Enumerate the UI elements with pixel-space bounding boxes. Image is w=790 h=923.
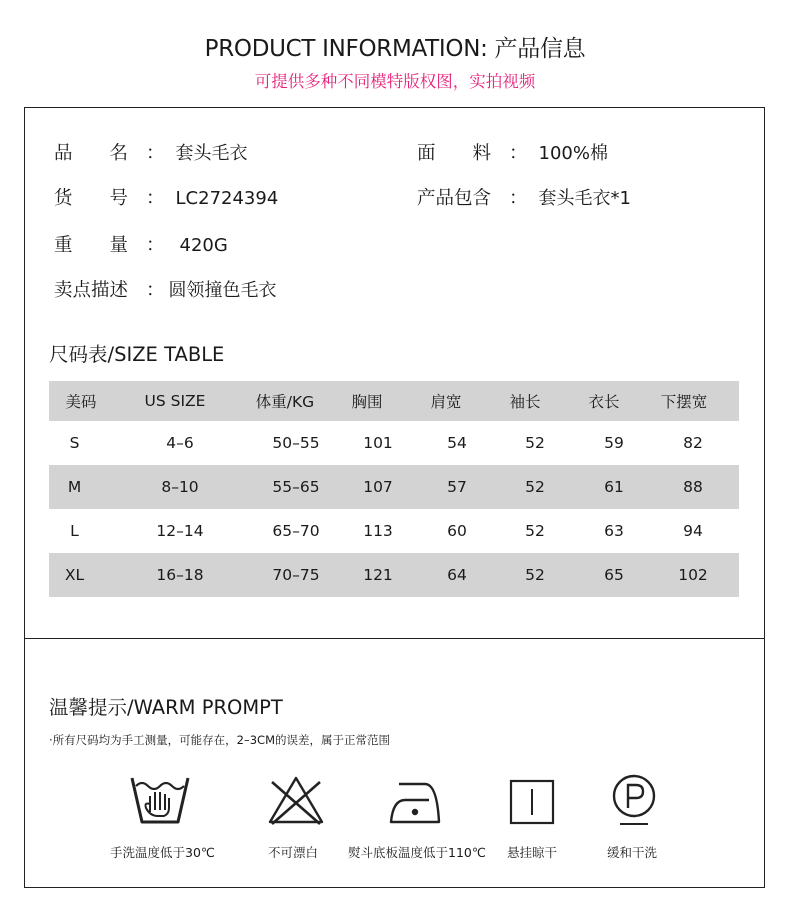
column-header: US SIZE: [144, 392, 206, 410]
measurement-note: ·所有尺码均为手工测量，可能存在，2–3CM的误差，属于正常范围: [49, 733, 390, 747]
info-colon: ：: [509, 143, 528, 164]
table-cell: 50–55: [272, 434, 320, 452]
table-cell: 16–18: [156, 566, 204, 584]
column-header: 袖长: [509, 393, 541, 411]
info-colon: ：: [146, 143, 165, 164]
no-bleach-icon: [266, 774, 326, 828]
info-item-no: [54, 184, 278, 210]
page-title: PRODUCT INFORMATION: 产品信息: [204, 36, 586, 62]
section-divider: [24, 638, 765, 639]
table-cell: 121: [363, 566, 393, 584]
warm-prompt-heading: 温馨提示/WARM PROMPT: [49, 696, 283, 719]
table-cell: 52: [525, 434, 545, 452]
table-cell: L: [70, 522, 79, 540]
column-header: 下摆宽: [660, 393, 708, 411]
info-selling-point: [54, 276, 277, 302]
table-cell: 57: [447, 478, 467, 496]
table-header-row: [49, 381, 739, 421]
size-table-heading: 尺码表/SIZE TABLE: [49, 343, 225, 366]
hand-wash-icon: [128, 774, 192, 828]
table-row: [49, 421, 739, 465]
column-header: 肩宽: [430, 393, 462, 411]
table-cell: 61: [604, 478, 624, 496]
info-weight-value: 420G: [179, 235, 228, 256]
table-cell: 65: [604, 566, 624, 584]
table-cell: 4–6: [166, 434, 194, 452]
table-cell: 65–70: [272, 522, 320, 540]
column-header: 衣长: [588, 393, 620, 411]
column-header: 美码: [65, 393, 97, 411]
table-cell: 88: [683, 478, 703, 496]
table-row: [49, 509, 739, 553]
info-fabric: [417, 139, 608, 165]
table-cell: 107: [363, 478, 393, 496]
info-includes-key: 产品包含: [417, 188, 492, 209]
info-name-key: 品 名: [54, 143, 129, 164]
hang-dry-label: 悬挂晾干: [507, 845, 558, 860]
info-selling-value: 圆领撞色毛衣: [168, 280, 277, 301]
info-includes: [417, 184, 631, 210]
info-weight-key: 重 量: [54, 235, 129, 256]
info-name-value: 套头毛衣: [175, 143, 248, 164]
table-cell: 64: [447, 566, 467, 584]
info-fabric-key: 面 料: [417, 143, 492, 164]
info-item-no-key: 货 号: [54, 188, 129, 209]
info-fabric-value: 100%棉: [538, 143, 608, 164]
table-row: [49, 465, 739, 509]
table-cell: 101: [363, 434, 393, 452]
info-name: [54, 139, 248, 165]
table-cell: 63: [604, 522, 624, 540]
size-table: [49, 381, 739, 597]
column-header: 胸围: [351, 393, 383, 411]
no-bleach-label: 不可漂白: [268, 845, 319, 860]
table-row: [49, 553, 739, 597]
table-cell: 59: [604, 434, 624, 452]
table-cell: 54: [447, 434, 467, 452]
table-cell: 60: [447, 522, 467, 540]
table-cell: 52: [525, 478, 545, 496]
info-colon: ：: [146, 280, 165, 301]
info-selling-key: 卖点描述: [54, 280, 129, 301]
info-colon: ：: [509, 188, 528, 209]
table-cell: 52: [525, 522, 545, 540]
info-includes-value: 套头毛衣*1: [538, 188, 631, 209]
dry-clean-p-icon: [610, 772, 658, 828]
info-colon: ：: [146, 235, 165, 256]
info-colon: ：: [146, 188, 165, 209]
page-subtitle: 可提供多种不同模特版权图，实拍视频: [254, 72, 536, 91]
table-cell: 82: [683, 434, 703, 452]
table-cell: 102: [678, 566, 708, 584]
table-cell: 70–75: [272, 566, 320, 584]
info-weight: [54, 231, 228, 257]
table-cell: M: [67, 478, 82, 496]
dry-clean-label: 缓和干洗: [607, 845, 658, 860]
table-cell: 113: [363, 522, 393, 540]
table-cell: 55–65: [272, 478, 320, 496]
table-cell: 94: [683, 522, 703, 540]
table-cell: S: [69, 434, 80, 452]
iron-low-label: 熨斗底板温度低于110℃: [348, 845, 486, 860]
hang-dry-icon: [509, 779, 555, 825]
info-item-no-value: LC2724394: [175, 188, 279, 209]
table-cell: 8–10: [161, 478, 199, 496]
table-cell: 12–14: [156, 522, 204, 540]
table-cell: XL: [64, 566, 85, 584]
hand-wash-label: 手洗温度低于30℃: [110, 845, 215, 860]
column-header: 体重/KG: [255, 393, 315, 411]
iron-low-icon: [387, 778, 443, 826]
table-cell: 52: [525, 566, 545, 584]
